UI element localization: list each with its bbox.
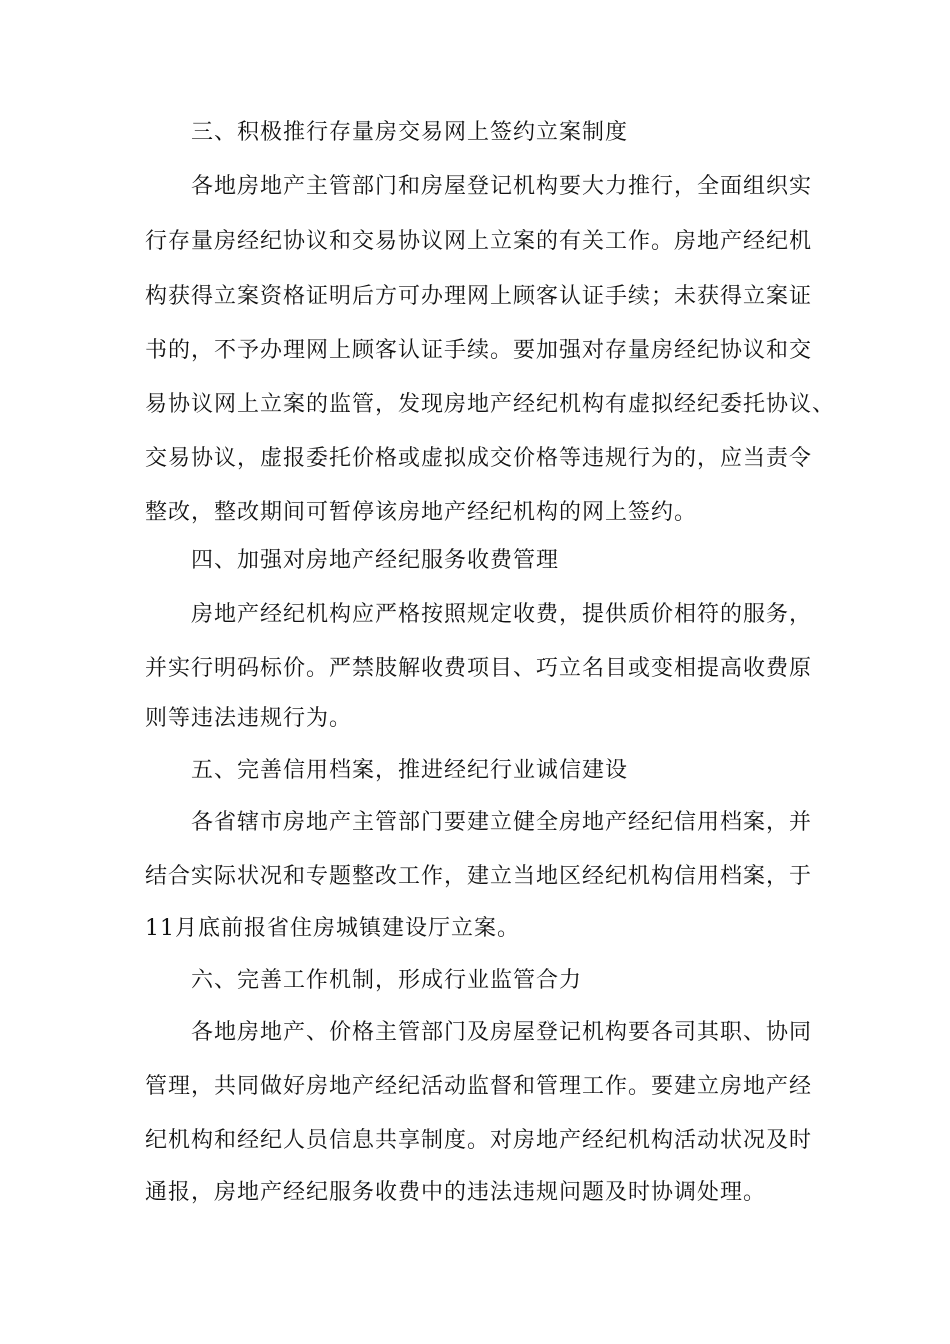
paragraph-line: 行存量房经纪协议和交易协议网上立案的有关工作。房地产经纪机: [145, 229, 813, 254]
section-heading-4: 四、加强对房地产经纪服务收费管理: [191, 548, 560, 573]
paragraph-line: 通报，房地产经纪服务收费中的违法违规问题及时协调处理。: [145, 1180, 767, 1205]
section-heading-3: 三、积极推行存量房交易网上签约立案制度: [191, 120, 629, 145]
paragraph-line: 11月底前报省住房城镇建设厅立案。: [145, 916, 520, 941]
paragraph-line: 房地产经纪机构应严格按照规定收费，提供质价相符的服务，: [191, 602, 813, 627]
paragraph-line: 纪机构和经纪人员信息共享制度。对房地产经纪机构活动状况及时: [145, 1128, 813, 1153]
paragraph-line: 整改，整改期间可暂停该房地产经纪机构的网上签约。: [145, 500, 698, 525]
paragraph-line: 则等违法违规行为。: [145, 706, 353, 731]
paragraph-line: 各省辖市房地产主管部门要建立健全房地产经纪信用档案，并: [191, 810, 813, 835]
section-heading-5: 五、完善信用档案，推进经纪行业诚信建设: [191, 758, 629, 783]
paragraph-line: 管理，共同做好房地产经纪活动监督和管理工作。要建立房地产经: [145, 1074, 813, 1099]
paragraph-line: 书的，不予办理网上顾客认证手续。要加强对存量房经纪协议和交: [145, 338, 813, 363]
paragraph-line: 各地房地产主管部门和房屋登记机构要大力推行，全面组织实: [191, 174, 813, 199]
paragraph-line: 结合实际状况和专题整改工作，建立当地区经纪机构信用档案，于: [145, 864, 813, 889]
paragraph-line: 并实行明码标价。严禁肢解收费项目、巧立名目或变相提高收费原: [145, 656, 813, 681]
paragraph-line: 交易协议，虚报委托价格或虚拟成交价格等违规行为的，应当责令: [145, 446, 813, 471]
paragraph-line: 易协议网上立案的监管，发现房地产经纪机构有虚拟经纪委托协议、: [145, 392, 836, 417]
section-heading-6: 六、完善工作机制，形成行业监管合力: [191, 968, 583, 993]
paragraph-line: 构获得立案资格证明后方可办理网上顾客认证手续；未获得立案证: [145, 284, 813, 309]
paragraph-line: 各地房地产、价格主管部门及房屋登记机构要各司其职、协同: [191, 1020, 813, 1045]
